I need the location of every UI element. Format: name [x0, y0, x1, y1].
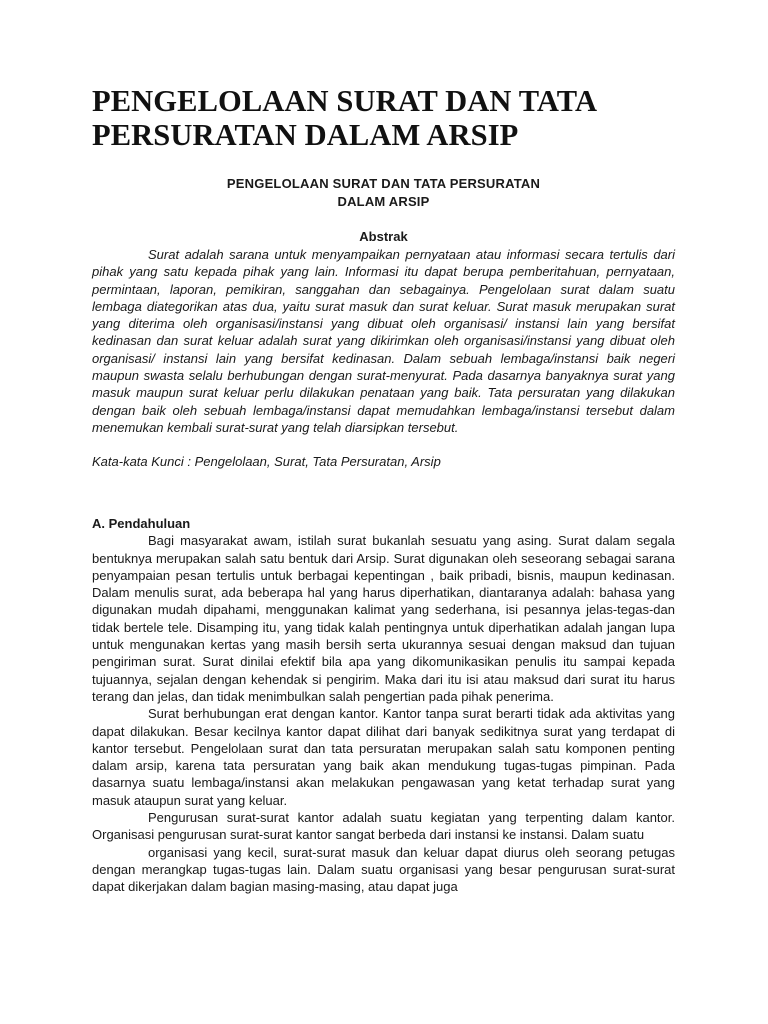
paper-title [92, 175, 675, 211]
body-paragraph: Pengurusan surat-surat kantor adalah suatu kegiatan yang terpenting dalam kantor. Organisasi pengurusan surat-surat kantor sangat berbeda dari instansi ke instansi. Dalam suatu [92, 810, 675, 843]
abstract-heading: Abstrak [359, 229, 408, 244]
document-title-line-1: PENGELOLAAN SURAT DAN TATA [92, 84, 598, 118]
paper-title-line-2: DALAM ARSIP [337, 194, 430, 209]
body-paragraph: Surat berhubungan erat dengan kantor. Kantor tanpa surat berarti tidak ada aktivitas yang dapat dilakukan. Besar kecilnya kantor dapat dilihat dari banyak sedikitnya surat yang terdapat di kantor tersebut. Pengelolaan surat dan tata persuratan merupakan salah satu komponen penting dalam arsip, karena tata persuratan yang baik akan mendukung tugas-tugas pimpinan. Pada dasarnya suatu lembaga/instansi akan melakukan pengawasan yang ketat terhadap surat yang masuk ataupun surat yang keluar. [92, 706, 675, 808]
document-title-line-2: PERSURATAN DALAM ARSIP [92, 118, 519, 152]
document-page [92, 84, 675, 896]
paper-title-line-1: PENGELOLAAN SURAT DAN TATA PERSURATAN [226, 176, 541, 191]
body-paragraph: organisasi yang kecil, surat-surat masuk dan keluar dapat diurus oleh seorang petugas dengan merangkap tugas-tugas lain. Dalam suatu organisasi yang besar pengurusan surat-surat dapat dikerjakan dalam bagian masing-masing, atau dapat juga [92, 844, 675, 895]
body-paragraph: Bagi masyarakat awam, istilah surat bukanlah sesuatu yang asing. Surat dalam segala bentuknya merupakan salah satu bentuk dari Arsip. Surat digunakan oleh seseorang sebagai sarana penyampaian pesan tertulis untuk berbagai kepentingan , baik pribadi, bisnis, maupun kedinasan. Dalam menulis surat, ada beberapa hal yang harus diperhatikan, diantaranya adalah: bahasa yang digunakan mudah dipahami, menggunakan kalimat yang sederhana, isi pesannya jelas-tegas-dan tidak bertele tele. Disamping itu, yang tidak kalah pentingnya untuk diperhatikan adalah jangan lupa untuk mengunakan kertas yang masih bersih serta ukurannya sesuai dengan maksud dan tujuan pengiriman surat. Surat dinilai efektif bila apa yang dikomunikasikan penulis itu sampai kepada tujuannya, sejalan dengan kehendak si pengirim. Maka dari itu isi atau maksud dari surat itu harus terang dan jelas, dan tidak menimbulkan salah pengertian pada pihak penerima. [92, 533, 675, 704]
keywords: Kata-kata Kunci : Pengelolaan, Surat, Tata Persuratan, Arsip [92, 454, 441, 470]
abstract-text: Surat adalah sarana untuk menyampaikan pernyataan atau informasi secara tertulis dari pihak yang satu kepada pihak yang lain. Informasi itu dapat berupa pemberitahuan, pernyataan, permintaan, laporan, pemikiran, sanggahan dan sebagainya. Pengelolaan surat dalam suatu lembaga diategorikan atas dua, yaitu surat masuk dan surat keluar. Surat masuk merupakan surat yang diterima oleh organisasi/instansi yang dibuat oleh organisasi/ instansi lain yang bersifat kedinasan dan surat keluar adalah surat yang dikirimkan oleh organisasi/instansi yang dibuat oleh organisasi/ instansi lain yang bersifat kedinasan. Dalam sebuah lembaga/instansi baik negeri maupun swasta selalu berhubungan dengan surat-menyurat. Pada dasarnya banyaknya surat yang masuk maupun surat keluar perlu dilakukan penataan yang baik. Tata persuratan yang dilakukan dengan baik oleh sebuah lembaga/instansi dapat memudahkan lembaga/instansi tersebut dalam menemukan kembali surat-surat yang telah diarsipkan tersebut. [92, 247, 675, 435]
section-heading-pendahuluan: A. Pendahuluan [92, 516, 191, 532]
document-title [92, 84, 675, 152]
